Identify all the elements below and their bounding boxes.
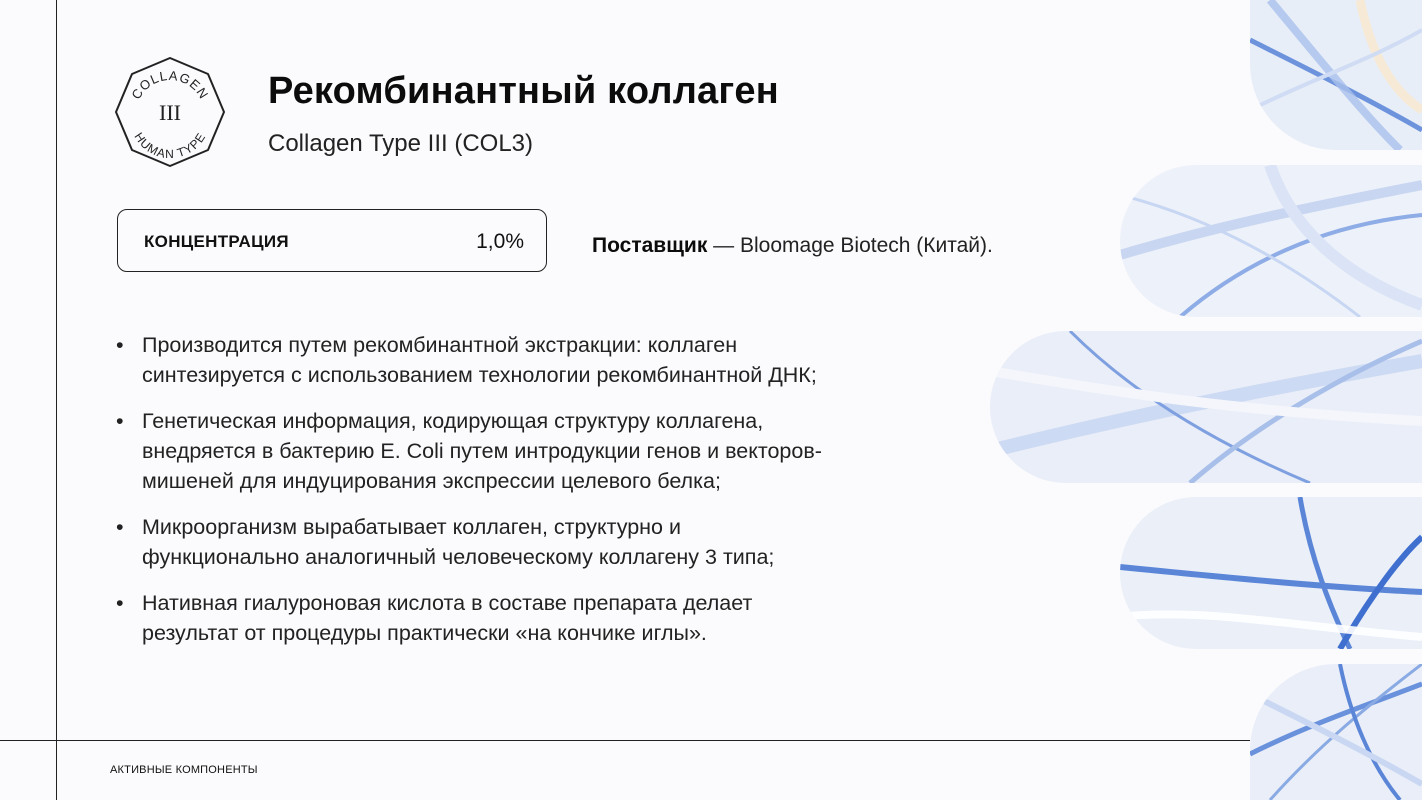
bullet-line: Микроорганизм вырабатывает коллаген, структурно и bbox=[142, 515, 681, 539]
bullet-icon: • bbox=[116, 409, 124, 433]
concentration-value: 1,0% bbox=[476, 230, 524, 253]
horizontal-rule bbox=[0, 740, 1250, 741]
bullet-icon: • bbox=[116, 333, 124, 357]
badge-bottom-text: HUMAN TYPE bbox=[131, 129, 209, 162]
supplier-line bbox=[592, 234, 993, 258]
fiber-image-1 bbox=[1250, 0, 1422, 150]
bullet-line: Генетическая информация, кодирующая структуру коллагена, bbox=[142, 409, 764, 433]
concentration-box bbox=[117, 209, 547, 272]
bullet-line: результат от процедуры практически «на кончике иглы». bbox=[142, 621, 707, 645]
fiber-image-4 bbox=[1120, 497, 1422, 649]
fiber-image-3 bbox=[990, 331, 1422, 483]
fiber-image-5 bbox=[1250, 664, 1422, 800]
list-item bbox=[114, 330, 944, 390]
fiber-image-2 bbox=[1120, 165, 1422, 317]
concentration-label: КОНЦЕНТРАЦИЯ bbox=[144, 232, 289, 251]
bullet-line: Нативная гиалуроновая кислота в составе препарата делает bbox=[142, 591, 753, 615]
bullet-line: мишеней для индуцирования экспрессии целевого белка; bbox=[142, 469, 721, 493]
bullet-line: Производится путем рекомбинантной экстракции: коллаген bbox=[142, 333, 738, 357]
list-item bbox=[114, 406, 944, 496]
list-item bbox=[114, 588, 944, 648]
supplier-text: — Bloomage Biotech (Китай). bbox=[707, 234, 993, 257]
vertical-rule bbox=[56, 0, 57, 800]
supplier-label: Поставщик bbox=[592, 234, 708, 257]
badge-top-text: COLLAGEN bbox=[128, 67, 212, 102]
page-title: Рекомбинантный коллаген bbox=[268, 70, 779, 112]
collagen-badge-logo bbox=[114, 56, 226, 168]
bullet-icon: • bbox=[116, 591, 124, 615]
bullet-line: функционально аналогичный человеческому коллагену 3 типа; bbox=[142, 545, 775, 569]
bullet-list bbox=[114, 330, 944, 664]
page-subtitle: Collagen Type III (COL3) bbox=[268, 130, 534, 157]
footer-section-label: АКТИВНЫЕ КОМПОНЕНТЫ bbox=[110, 764, 258, 776]
badge-roman-numeral: III bbox=[159, 100, 181, 125]
bullet-line: внедряется в бактерию E. Coli путем интродукции генов и векторов- bbox=[142, 439, 822, 463]
list-item bbox=[114, 512, 944, 572]
bullet-icon: • bbox=[116, 515, 124, 539]
bullet-line: синтезируется с использованием технологии рекомбинантной ДНК; bbox=[142, 363, 817, 387]
